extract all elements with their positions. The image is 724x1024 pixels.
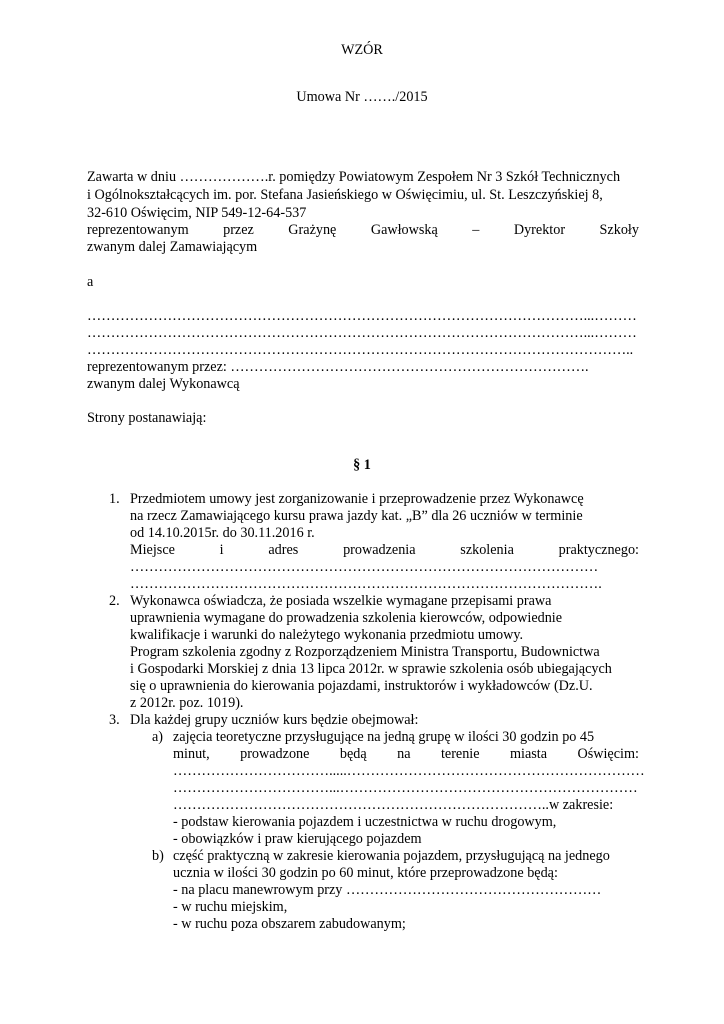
item-2-line-5: i Gospodarki Morskiej z dnia 13 lipca 2012r. w sprawie szkolenia osób ubiegających <box>130 661 612 677</box>
item-3a-word: Oświęcim: <box>577 746 639 762</box>
item-2-number: 2. <box>109 593 120 609</box>
intro-line-2: i Ogólnokształcących im. por. Stefana Jasieńskiego w Oświęcimiu, ul. St. Leszczyńskiej 8, <box>87 187 603 203</box>
item-3b-label: b) <box>152 848 164 864</box>
item-3a-word: miasta <box>509 746 548 762</box>
item-3a-dots-1: …………………………….....……………………………………………………… <box>173 763 645 779</box>
item-1-number: 1. <box>109 491 120 507</box>
doc-header: WZÓR <box>341 42 383 58</box>
item-3a-line-2 <box>173 746 639 763</box>
item-1-line-2: na rzecz Zamawiającego kursu prawa jazdy kat. „B” dla 26 uczniów w terminie <box>130 508 583 524</box>
dots-line-3: …………………………………………………………………………………………………….. <box>87 342 634 358</box>
item-1-place-line <box>130 542 639 559</box>
item-3b-bullet-3: - w ruchu poza obszarem zabudowanym; <box>173 916 406 932</box>
place-word: adres <box>268 542 299 558</box>
rep-word: Dyrektor <box>513 222 566 238</box>
rep-word: Gawłowską <box>370 222 438 238</box>
zamawiajacy-line: zwanym dalej Zamawiającym <box>87 239 258 255</box>
representative-line <box>87 222 639 239</box>
intro-line-3: 32-610 Oświęcim, NIP 549-12-64-537 <box>87 205 307 221</box>
place-word: praktycznego: <box>558 542 639 558</box>
rep-word: przez <box>223 222 254 238</box>
item-3-number: 3. <box>109 712 120 728</box>
item-2-line-4: Program szkolenia zgodny z Rozporządzeniem Ministra Transportu, Budownictwa <box>130 644 600 660</box>
item-2-line-2: uprawnienia wymagane do prowadzenia szkolenia kierowców, odpowiednie <box>130 610 563 626</box>
dots-line-2: ……………………………………………………………………………………………...……… <box>87 325 637 341</box>
item-2-line-7: z 2012r. poz. 1019). <box>130 695 244 711</box>
item-2-line-1: Wykonawca oświadcza, że posiada wszelkie wymagane przepisami prawa <box>130 593 552 609</box>
item-3a-word: prowadzone <box>240 746 310 762</box>
item-1-line-1: Przedmiotem umowy jest zorganizowanie i przeprowadzenie przez Wykonawcę <box>130 491 584 507</box>
item-3-line: Dla każdej grupy uczniów kurs będzie obejmował: <box>130 712 419 728</box>
strony-line: Strony postanawiają: <box>87 410 207 426</box>
item-3a-bullet-2: - obowiązków i praw kierującego pojazdem <box>173 831 422 847</box>
item-3a-word: minut, <box>173 746 210 762</box>
item-3b-line-1: część praktyczną w zakresie kierowania pojazdem, przysługującą na jednego <box>173 848 610 864</box>
item-3a-dots-3: ……………………………………………………………………..w zakresie: <box>173 797 614 813</box>
item-3b-bullet-2: - w ruchu miejskim, <box>173 899 288 915</box>
item-3a-label: a) <box>152 729 164 745</box>
place-word: Miejsce <box>130 542 175 558</box>
place-word: prowadzenia <box>343 542 416 558</box>
item-3b-line-2: ucznia w ilości 30 godzin po 60 minut, które przeprowadzone będą: <box>173 865 558 881</box>
item-1-line-3: od 14.10.2015r. do 30.11.2016 r. <box>130 525 315 541</box>
section-heading: § 1 <box>353 457 371 473</box>
rep-word: Grażynę <box>288 222 337 238</box>
item-3b-bullet-1: - na placu manewrowym przy ……………………………………………… <box>173 882 602 898</box>
intro-line-1: Zawarta w dniu ……………….r. pomiędzy Powiatowym Zespołem Nr 3 Szkół Technicznych <box>87 169 621 185</box>
wykonawca-line: zwanym dalej Wykonawcą <box>87 376 240 392</box>
item-3a-bullet-1: - podstaw kierowania pojazdem i uczestnictwa w ruchu drogowym, <box>173 814 557 830</box>
item-1-dots-2: ………………………………………………………………………………………. <box>130 576 602 592</box>
rep-word: – <box>472 222 480 238</box>
item-3a-word: terenie <box>440 746 480 762</box>
item-1-dots-1: ……………………………………………………………………………………… <box>130 559 599 575</box>
place-word: szkolenia <box>460 542 514 558</box>
dots-line-1: ……………………………………………………………………………………………...……… <box>87 308 637 324</box>
place-word: i <box>219 542 224 558</box>
item-3a-line-1: zajęcia teoretyczne przysługujące na jedną grupę w ilości 30 godzin po 45 <box>173 729 595 745</box>
item-3a-dots-2: ……………………………...……………………………………………………… <box>173 780 638 796</box>
item-2-line-3: kwalifikacje i warunki do należytego wykonania przedmiotu umowy. <box>130 627 524 643</box>
rep-word: reprezentowanym <box>87 222 189 238</box>
item-3a-word: będą <box>339 746 367 762</box>
item-2-line-6: się o uprawnienia do kierowania pojazdami, instruktorów i wykładowców (Dz.U. <box>130 678 593 694</box>
doc-title: Umowa Nr ……./2015 <box>296 89 428 105</box>
rep-word: Szkoły <box>599 222 639 238</box>
conjunction-a: a <box>87 274 94 290</box>
rep2-line: reprezentowanym przez: …………………………………………………………………. <box>87 359 589 375</box>
item-3a-word: na <box>397 746 411 762</box>
